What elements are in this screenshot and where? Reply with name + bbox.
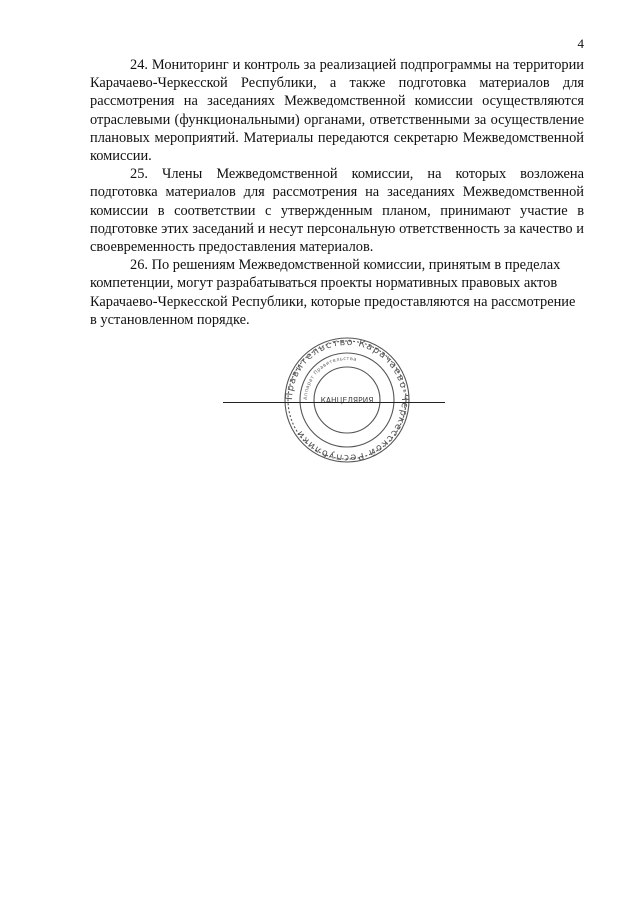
signature-line bbox=[223, 402, 445, 403]
paragraph-24: 24. Мониторинг и контроль за реализацией подпрограммы на территории Карачаево-Черкесской Республики, а также подготовка материалов для рассмотрения на заседаниях Межведомственной комиссии осуществляются отраслевыми (функциональными) органами, ответственными за осуществление плановых мероприятий. Материалы передаются секретарю Межведомственной комиссии. bbox=[90, 57, 584, 165]
paragraph-26: 26. По решениям Межведомственной комиссии, принятым в пределах компетенции, могут разрабатываться проекты нормативных правовых актов Карачаево-Черкесской Республики, которые предоставляются на рассмотрение в установленном порядке. bbox=[90, 257, 576, 328]
document-body bbox=[90, 56, 584, 329]
seal-icon bbox=[283, 336, 411, 464]
svg-text:Аппарат Правительства bbox=[303, 356, 357, 400]
official-seal bbox=[283, 336, 411, 464]
paragraph-25: 25. Члены Межведомственной комиссии, на которых возложена подготовка материалов для рассмотрения на заседаниях Межведомственной комиссии в соответствии с утвержденным планом, принимают участие в подготовке этих заседаний и несут персональную ответственность за качество и своевременность предоставления материалов. bbox=[90, 166, 584, 256]
seal-outer-text: Правительство Карачаево-Черкесской Республики bbox=[283, 336, 411, 464]
seal-inner-text: Аппарат Правительства bbox=[302, 355, 358, 401]
seal-center-text: КАНЦЕЛЯРИЯ bbox=[320, 396, 374, 405]
page-number: 4 bbox=[577, 36, 584, 51]
